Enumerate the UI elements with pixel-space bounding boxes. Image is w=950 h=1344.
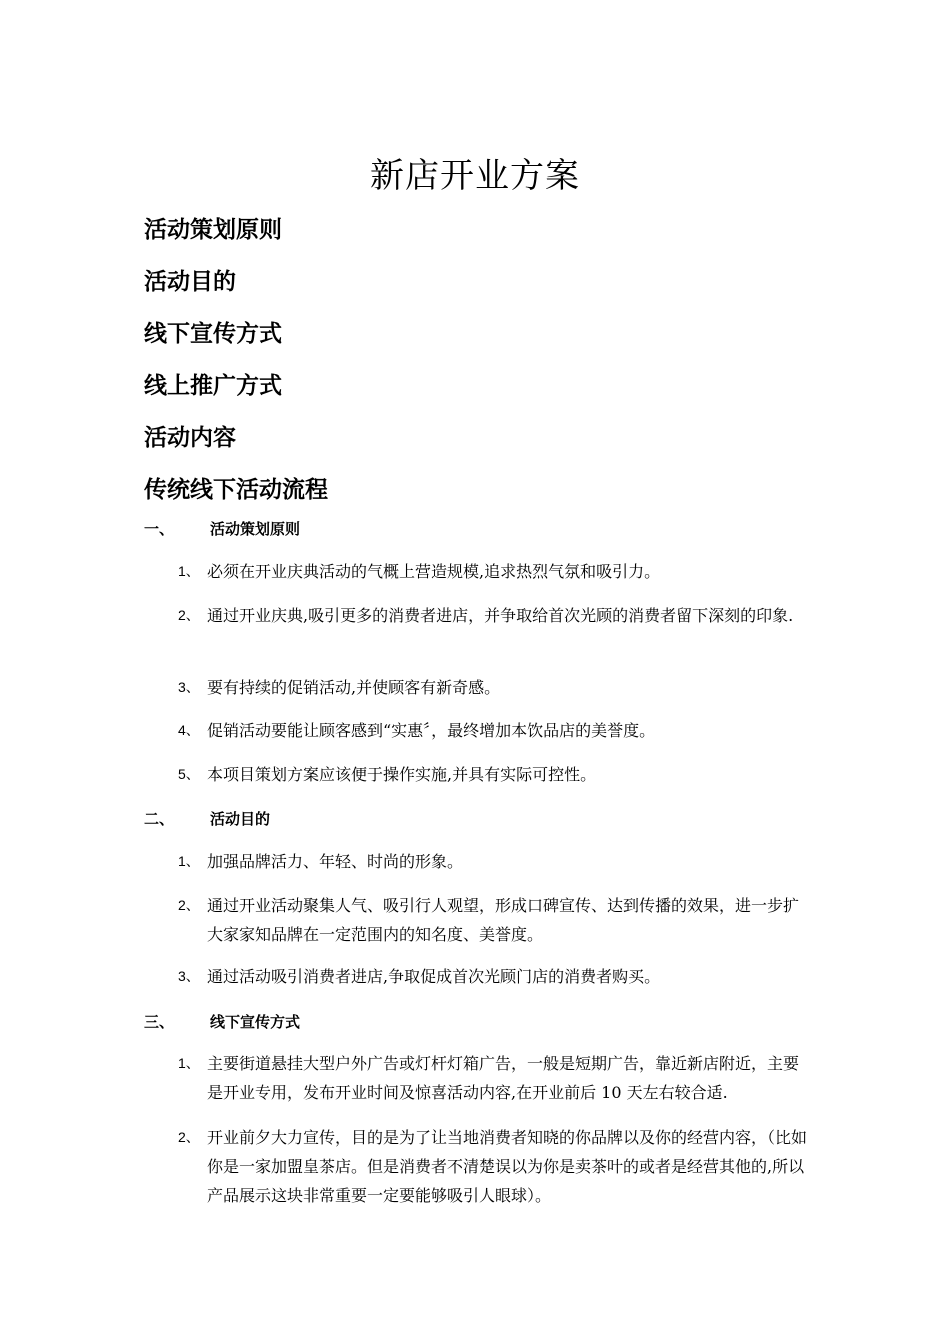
toc-item-goals[interactable]: 活动目的 <box>144 269 236 295</box>
list-item <box>178 716 808 745</box>
list-item <box>178 760 808 789</box>
list-item-text: 通过开业活动聚集人气、吸引行人观望，形成口碑宣传、达到传播的效果，进一步扩大家家知品牌在一定范围内的知名度、美誉度。 <box>207 896 800 944</box>
list-item-number: 1、 <box>178 563 200 579</box>
list-item-text: 促销活动要能让顾客感到“实惠〞，最终增加本饮品店的美誉度。 <box>207 721 656 740</box>
list-item-text: 必须在开业庆典活动的气概上营造规模,追求热烈气氛和吸引力。 <box>207 562 661 581</box>
list-item <box>178 557 808 586</box>
toc-item-offline-process[interactable]: 传统线下活动流程 <box>144 477 328 503</box>
list-item-number: 2、 <box>178 607 200 623</box>
document-title: 新店开业方案 <box>370 156 580 196</box>
list-item-text: 通过开业庆典,吸引更多的消费者进店，并争取给首次光顾的消费者留下深刻的印象. <box>207 606 794 625</box>
section-heading-offline-promo <box>144 1011 300 1033</box>
list-item-number: 2、 <box>178 1129 200 1145</box>
list-item <box>178 891 808 949</box>
list-item-text: 要有持续的促销活动,并使顾客有新奇感。 <box>207 678 501 697</box>
list-item-number: 1、 <box>178 853 200 869</box>
section-title: 活动策划原则 <box>210 520 301 538</box>
list-item-text: 开业前夕大力宣传，目的是为了让当地消费者知晓的你品牌以及你的经营内容，（比如你是一家加盟皇茶店。但是消费者不清楚误以为你是卖茶叶的或者是经营其他的,所以产品展示这块非常重要一定要能够吸引人眼球）。 <box>207 1128 808 1205</box>
list-item-number: 3、 <box>178 968 200 984</box>
list-item-number: 4、 <box>178 722 200 738</box>
list-item-text: 本项目策划方案应该便于操作实施,并具有实际可控性。 <box>207 765 597 784</box>
table-of-contents <box>144 212 744 524</box>
toc-item-principles[interactable]: 活动策划原则 <box>144 217 282 243</box>
list-item-number: 2、 <box>178 897 200 913</box>
list-item-number: 1、 <box>178 1055 200 1071</box>
list-item-text: 通过活动吸引消费者进店,争取促成首次光顾门店的消费者购买。 <box>207 967 661 986</box>
section-number: 一、 <box>144 520 175 538</box>
section-heading-goals <box>144 808 270 830</box>
section-number: 二、 <box>144 810 175 828</box>
list-item <box>178 847 808 876</box>
list-item-number: 3、 <box>178 679 200 695</box>
list-item-number: 5、 <box>178 766 200 782</box>
section-title: 线下宣传方式 <box>210 1013 301 1031</box>
section-title: 活动目的 <box>210 810 271 828</box>
list-item <box>178 1049 808 1107</box>
list-item <box>178 1123 808 1210</box>
list-item <box>178 673 808 702</box>
toc-item-offline-promo[interactable]: 线下宣传方式 <box>144 321 282 347</box>
list-item <box>178 962 808 991</box>
list-item-text: 加强品牌活力、年轻、时尚的形象。 <box>207 852 464 871</box>
toc-item-activity-content[interactable]: 活动内容 <box>144 425 236 451</box>
list-item <box>178 601 808 630</box>
toc-item-online-promo[interactable]: 线上推广方式 <box>144 373 282 399</box>
section-heading-principles <box>144 518 300 540</box>
list-item-text: 主要街道悬挂大型户外广告或灯杆灯箱广告，一般是短期广告，靠近新店附近，主要是开业专用，发布开业时间及惊喜活动内容,在开业前后 10 天左右较合适. <box>207 1054 800 1102</box>
section-number: 三、 <box>144 1013 175 1031</box>
